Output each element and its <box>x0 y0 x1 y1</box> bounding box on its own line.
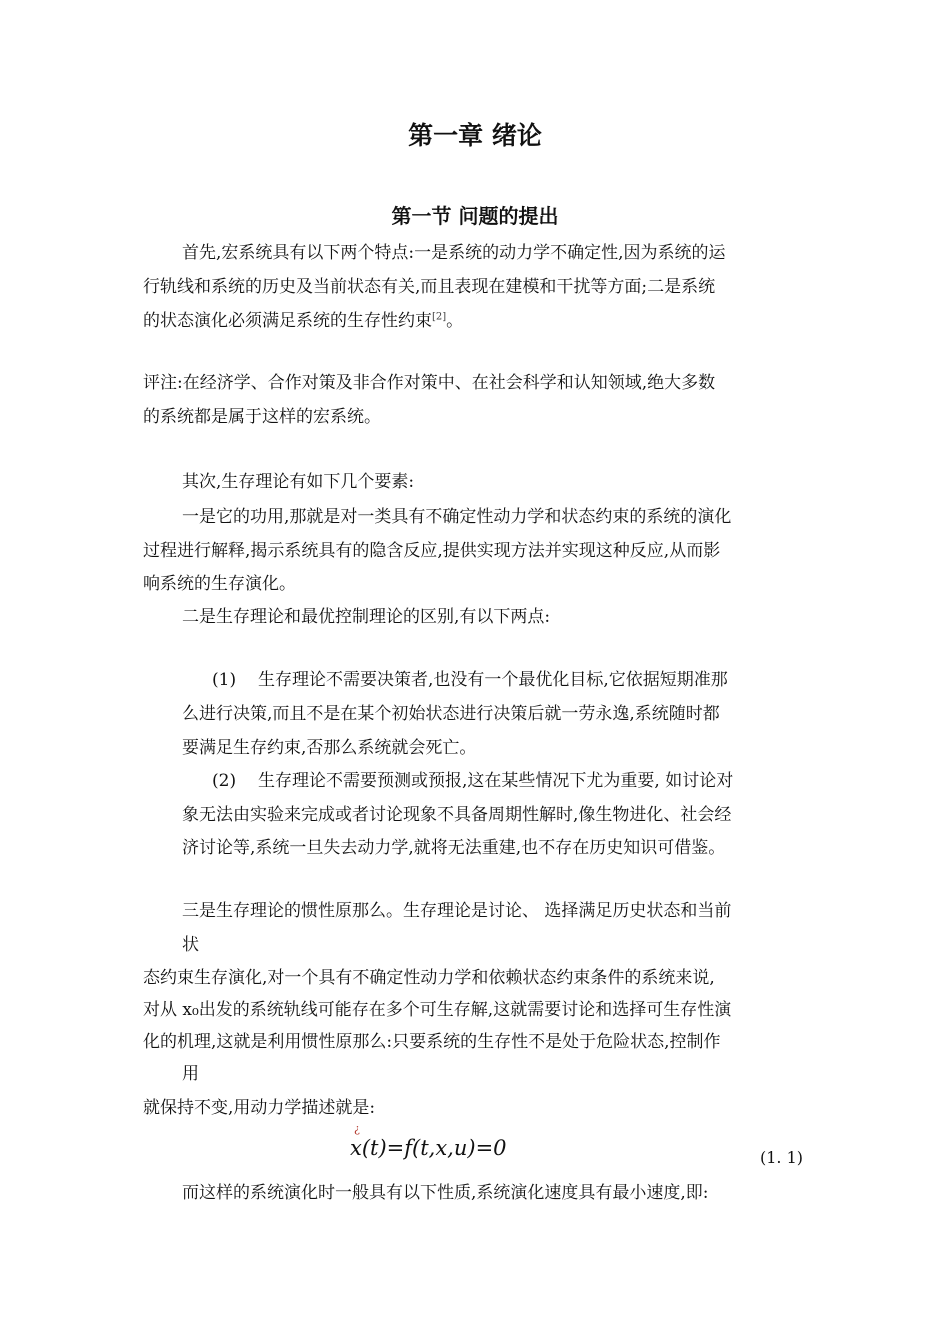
paragraph-line: 态约束生存演化,对一个具有不确定性动力学和依赖状态约束条件的系统来说, <box>143 968 715 988</box>
paragraph-line: 而这样的系统演化时一般具有以下性质,系统演化速度具有最小速度,即: <box>182 1183 709 1203</box>
equation <box>350 1122 507 1160</box>
list-item-line: 要满足生存约束,否那么系统就会死亡。 <box>182 738 477 758</box>
list-item-line: 生存理论不需要预测或预报,这在某些情况下尤为重要, 如讨论对 <box>258 771 734 791</box>
paragraph-line: 的状态演化必须满足系统的生存性约束[2]。 <box>143 311 464 331</box>
chapter-title: 第一章 绪论 <box>408 121 542 150</box>
list-item-number: (1) <box>212 670 237 690</box>
paragraph-line: 化的机理,这就是利用惯性原那么:只要系统的生存性不是处于危险状态,控制作 <box>143 1032 721 1052</box>
citation: [2] <box>432 311 447 323</box>
list-item-number: (2) <box>212 771 237 791</box>
note-line: 的系统都是属于这样的宏系统。 <box>143 407 381 427</box>
paragraph-line: 过程进行解释,揭示系统具有的隐含反应,提供实现方法并实现这种反应,从而影 <box>143 541 721 561</box>
list-item-line: 济讨论等,系统一旦失去动力学,就将无法重建,也不存在历史知识可借鉴。 <box>182 838 726 858</box>
list-item-line: 么进行决策,而且不是在某个初始状态进行决策后就一劳永逸,系统随时都 <box>182 704 720 724</box>
equation-number: (1. 1) <box>760 1148 804 1167</box>
paragraph-line: 响系统的生存演化。 <box>143 574 296 594</box>
list-item-line: 生存理论不需要决策者,也没有一个最优化目标,它依据短期准那 <box>258 670 728 690</box>
paragraph-line: 首先,宏系统具有以下两个特点:一是系统的动力学不确定性,因为系统的运 <box>182 243 726 263</box>
paragraph-line: 二是生存理论和最优控制理论的区别,有以下两点: <box>182 607 551 627</box>
paragraph-line: 一是它的功用,那就是对一类具有不确定性动力学和状态约束的系统的演化 <box>182 507 732 527</box>
list-item-line: 象无法由实验来完成或者讨论现象不具备周期性解时,像生物进化、社会经 <box>182 805 732 825</box>
paragraph-line: 状 <box>182 935 199 955</box>
paragraph-line: 用 <box>182 1064 199 1084</box>
equation-body: x(t)=f(t,x,u)=0 <box>350 1136 507 1160</box>
note-line: 评注:在经济学、合作对策及非合作对策中、在社会科学和认知领域,绝大多数 <box>143 373 716 393</box>
paragraph-line: 对从 x₀出发的系统轨线可能存在多个可生存解,这就需要讨论和选择可生存性演 <box>143 1000 732 1020</box>
paragraph-line: 其次,生存理论有如下几个要素: <box>182 472 415 492</box>
section-title: 第一节 问题的提出 <box>391 204 559 228</box>
paragraph-line: 三是生存理论的惯性原那么。生存理论是讨论、 选择满足历史状态和当前 <box>182 901 732 921</box>
equation-dot: ¿ <box>354 1122 360 1135</box>
paragraph-line: 就保持不变,用动力学描述就是: <box>143 1098 376 1118</box>
paragraph-line: 行轨线和系统的历史及当前状态有关,而且表现在建模和干扰等方面;二是系统 <box>143 277 716 297</box>
